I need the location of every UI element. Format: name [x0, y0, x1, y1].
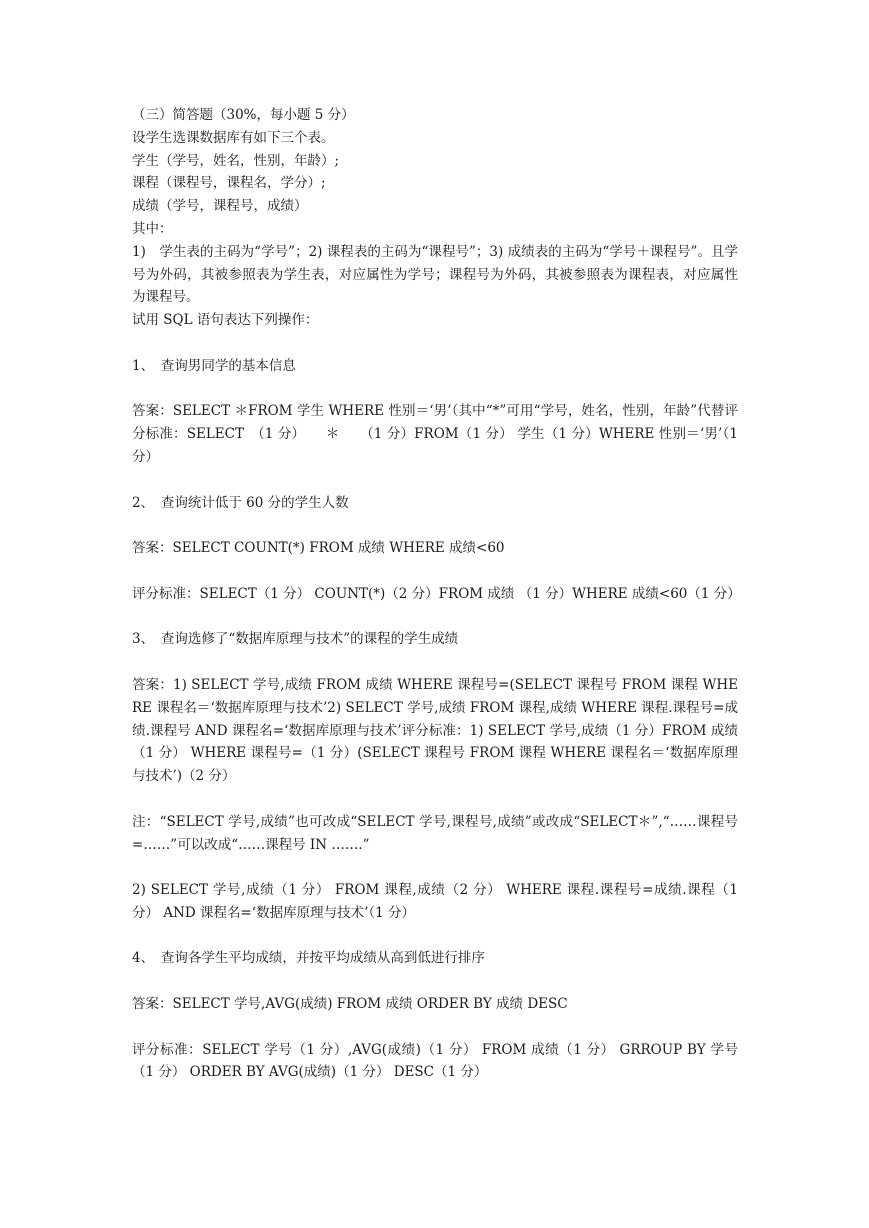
question-4-grading: 评分标准：SELECT 学号（1 分）,AVG(成绩)（1 分） FROM 成绩（1 分） GRROUP BY 学号（1 分） ORDER BY AVG(成绩)（1 分） DESC（1 分） — [132, 1041, 738, 1081]
question-3-title: 3、 查询选修了“数据库原理与技术”的课程的学生成绩 — [132, 631, 459, 648]
question-1-title: 1、 查询男同学的基本信息 — [132, 357, 296, 374]
question-3-answer-2: 2) SELECT 学号,成绩（1 分） FROM 课程,成绩（2 分） WHERE 课程.课程号=成绩.课程（1 分） AND 课程名=‘数据库原理与技术’（1 分） — [132, 882, 738, 921]
question-2-grading: 评分标准：SELECT（1 分） COUNT(*)（2 分）FROM 成绩 （1 分）WHERE 成绩<60（1 分） — [132, 585, 741, 602]
spacer — [132, 514, 738, 537]
table-course-schema: 课程（课程号，课程名，学分）; — [132, 175, 326, 192]
spacer — [132, 651, 738, 674]
table-student-schema: 学生（学号，姓名，性别，年龄）; — [132, 152, 340, 169]
spacer — [132, 469, 738, 492]
question-3-answer: 答案：1) SELECT 学号,成绩 FROM 成绩 WHERE 课程号=(SELECT 课程号 FROM 课程 WHERE 课程名＝‘数据库原理与技术’2) SELECT 学号,成绩 FROM 课程,成绩 WHERE 课程.课程号=成绩.课程号 AND 课程名=‘数据库原理与技术’评分标准：1) SELECT 学号,成绩（1 分）FROM 成绩（1 分） WHERE 课程号=（1 分）(SELECT 课程号 FROM 课程 WHERE 课程名＝‘数据库原理与技术’)（2 分） — [132, 676, 738, 785]
intro-text: 设学生选课数据库有如下三个表。 — [132, 129, 335, 146]
instruction-text: 试用 SQL 语句表达下列操作： — [132, 312, 319, 329]
document-body — [132, 104, 741, 1084]
question-3-note: 注：“SELECT 学号,成绩”也可改成“SELECT 学号,课程号,成绩”或改成“SELECT＊”,“……课程号=……”可以改成“……课程号 IN …….” — [132, 813, 738, 853]
spacer — [132, 856, 738, 879]
question-1-answer: 答案：SELECT ＊FROM 学生 WHERE 性别＝‘男’（其中“*”可用“学号，姓名，性别，年龄”代替评分标准：SELECT （1 分） ＊ （1 分）FROM（1 分） 学生（1 分）WHERE 性别＝‘男’（1 分） — [132, 403, 738, 465]
question-4-title: 4、 查询各学生平均成绩，并按平均成绩从高到低进行排序 — [132, 950, 485, 967]
question-4-answer: 答案：SELECT 学号,AVG(成绩) FROM 成绩 ORDER BY 成绩 DESC — [132, 996, 568, 1013]
section-heading: （三）简答题（30%，每小题 5 分） — [132, 107, 355, 123]
spacer — [132, 1016, 738, 1039]
question-2-title: 2、 查询统计低于 60 分的学生人数 — [132, 494, 349, 511]
spacer — [132, 332, 738, 355]
table-score-schema: 成绩（学号，课程号，成绩） — [132, 198, 308, 215]
spacer — [132, 925, 738, 948]
spacer — [132, 606, 738, 629]
spacer — [132, 378, 738, 401]
spacer — [132, 788, 738, 811]
question-2-answer: 答案：SELECT COUNT(*) FROM 成绩 WHERE 成绩<60 — [132, 540, 505, 557]
spacer — [132, 970, 738, 993]
keys-description: 1) 学生表的主码为“学号”；2) 课程表的主码为“课程号”；3) 成绩表的主码为“学号＋课程号”。且学号为外码，其被参照表为学生表，对应属性为学号；课程号为外码，其被参照表为课程表，对应属性为课程号。 — [132, 243, 738, 306]
spacer — [132, 560, 738, 583]
where-label: 其中： — [132, 220, 173, 237]
